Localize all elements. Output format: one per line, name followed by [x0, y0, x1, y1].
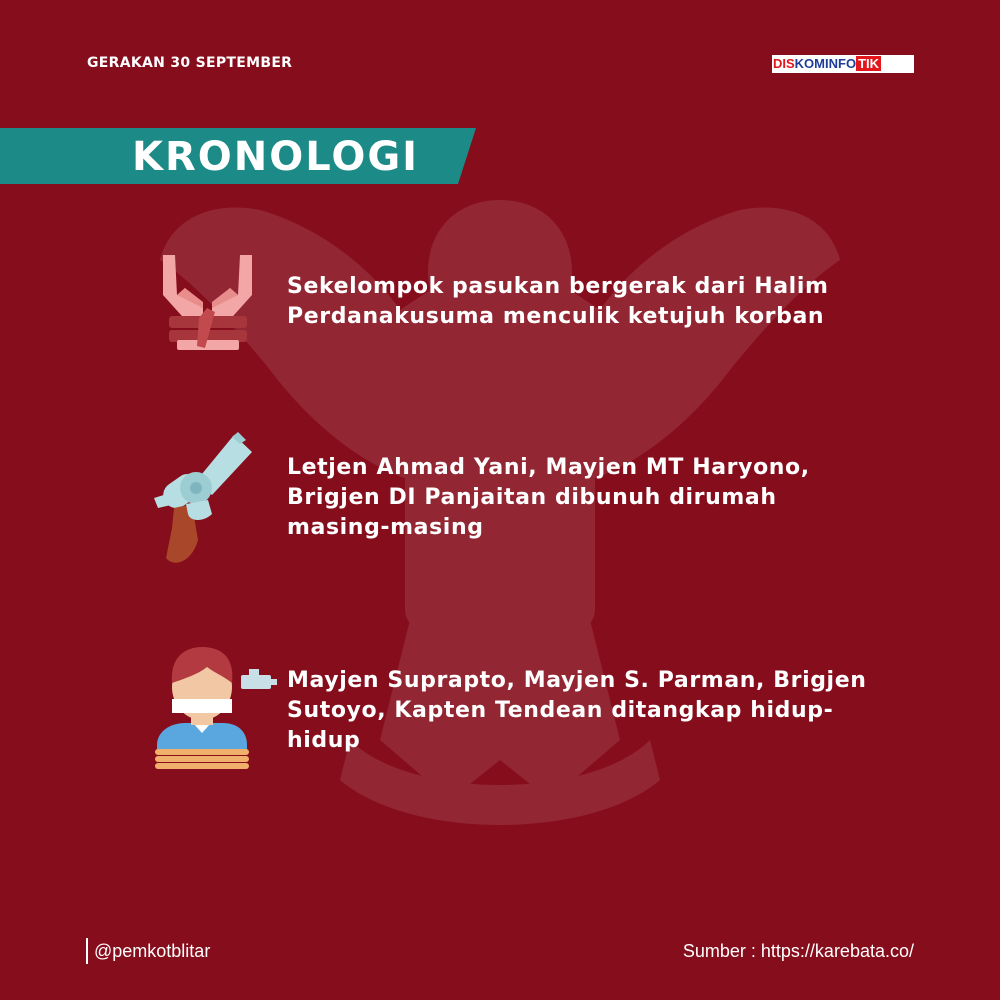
social-handle: @pemkotblitar: [86, 938, 210, 964]
section-title: KRONOLOGI: [132, 134, 420, 180]
captive-person-icon: [155, 645, 280, 770]
item-text-1: Sekelompok pasukan bergerak dari Halim Perdanakusuma menculik ketujuh korban: [287, 274, 829, 329]
tied-hands-icon: [155, 250, 260, 355]
item-text-2: Letjen Ahmad Yani, Mayjen MT Haryono, Brigjen DI Panjaitan dibunuh dirumah masing-masing: [287, 455, 810, 540]
source-credit: Sumber : https://karebata.co/: [682, 941, 914, 961]
header-title: GERAKAN 30 SEPTEMBER: [87, 55, 293, 71]
diskominfo-logo: DISKOMINFO TIK: [772, 55, 914, 73]
item-text-3: Mayjen Suprapto, Mayjen S. Parman, Brigjen Sutoyo, Kapten Tendean ditangkap hidup-hidup: [287, 668, 867, 753]
revolver-icon: [152, 430, 257, 570]
